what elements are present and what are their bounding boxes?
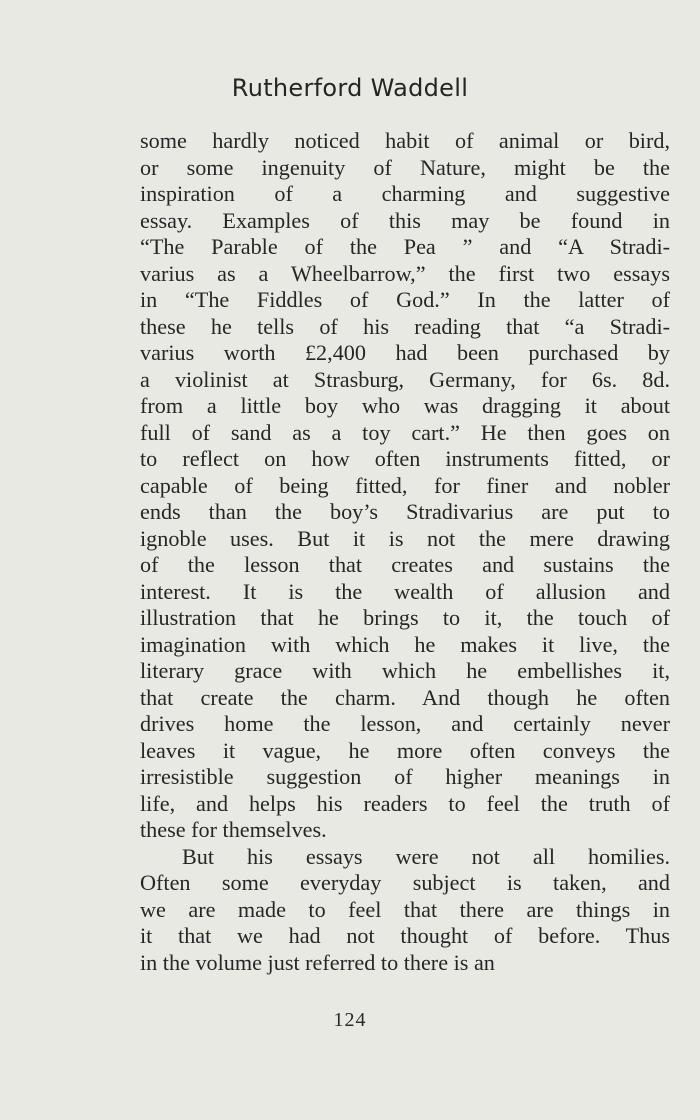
text-line: we are made to feel that there are things in: [140, 896, 670, 922]
paragraph-2: [140, 844, 670, 977]
text-line: a violinist at Strasburg, Germany, for 6s. 8d.: [140, 366, 670, 392]
text-line: literary grace with which he embellishes it,: [140, 658, 670, 683]
text-line: Often some everyday subject is taken, and: [140, 870, 670, 895]
text-line: varius worth £2,400 had been purchased by: [140, 340, 670, 365]
text-line: in “The Fiddles of God.” In the latter of: [140, 287, 670, 312]
text-line: these he tells of his reading that “a Stradi-: [140, 313, 670, 339]
text-line: ignoble uses. But it is not the mere drawing: [140, 525, 670, 551]
body-text: [140, 128, 670, 976]
text-line: varius as a Wheelbarrow,” the first two essays: [140, 260, 670, 286]
text-line: illustration that he brings to it, the touch of: [140, 605, 670, 630]
text-line: imagination with which he makes it live, the: [140, 631, 670, 657]
text-line: from a little boy who was dragging it about: [140, 393, 670, 418]
paragraph-1: [140, 128, 670, 844]
text-line: in the volume just referred to there is an: [140, 949, 495, 975]
text-line: ends than the boy’s Stradivarius are put to: [140, 499, 670, 524]
text-line: irresistible suggestion of higher meanings in: [140, 764, 670, 789]
text-line: some hardly noticed habit of animal or bird,: [140, 128, 670, 153]
text-line: interest. It is the wealth of allusion and: [140, 578, 670, 604]
text-line: drives home the lesson, and certainly never: [140, 711, 670, 736]
text-line: “The Parable of the Pea ” and “A Stradi-: [140, 234, 670, 259]
text-line: or some ingenuity of Nature, might be the: [140, 154, 670, 180]
text-line: inspiration of a charming and suggestive: [140, 181, 670, 206]
text-line: these for themselves.: [140, 817, 327, 842]
text-line: essay. Examples of this may be found in: [140, 207, 670, 233]
text-line: leaves it vague, he more often conveys the: [140, 737, 670, 763]
text-line: to reflect on how often instruments fitted, or: [140, 446, 670, 471]
text-line: life, and helps his readers to feel the truth of: [140, 790, 670, 816]
text-line: it that we had not thought of before. Thus: [140, 923, 670, 948]
text-line: But his essays were not all homilies.: [182, 843, 670, 869]
text-line: that create the charm. And though he often: [140, 684, 670, 710]
page-number: 124: [333, 1009, 367, 1031]
text-line: full of sand as a toy cart.” He then goes on: [140, 419, 670, 445]
text-line: capable of being fitted, for finer and nobler: [140, 472, 670, 498]
running-head: Rutherford Waddell: [231, 74, 469, 102]
text-line: of the lesson that creates and sustains the: [140, 552, 670, 577]
